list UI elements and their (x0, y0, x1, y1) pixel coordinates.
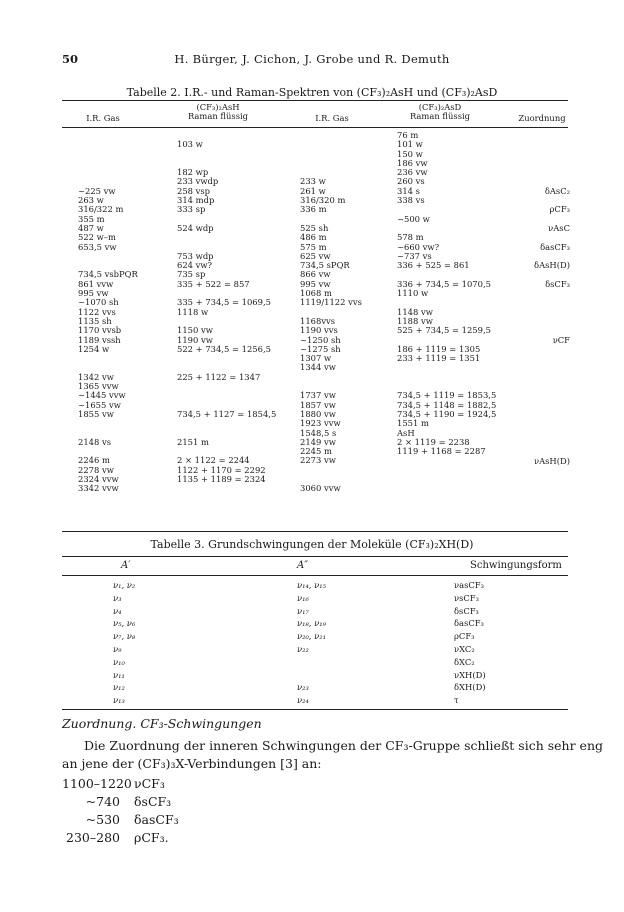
ir-gas-d-value: 2273 vw (300, 455, 336, 466)
vibration-form: νXC₂ (454, 643, 475, 654)
a2-mode: ν₂₂ (297, 643, 309, 654)
ir-gas-h-value (78, 150, 138, 159)
raman-h-value: 753 wdp (177, 250, 214, 261)
table2-compound-h: (CF₃)₂AsH (196, 102, 240, 112)
ir-gas-d-value: 1068 m (300, 288, 332, 299)
raman-h-value: 2 × 1122 = 2244 (177, 455, 250, 466)
raman-h-value (177, 484, 276, 493)
ir-gas-d-value: 625 vw (300, 250, 331, 261)
ir-gas-d-value (300, 373, 362, 382)
page-number: 50 (62, 52, 79, 66)
ir-gas-h-value: 734,5 vsbPQR (78, 269, 138, 280)
raman-h-value: 233 vwdp (177, 176, 219, 187)
ir-gas-h-value: 355 m (78, 213, 105, 224)
raman-d-value: 336 + 525 = 861 (397, 260, 470, 271)
raman-d-value: 1119 + 1168 = 2287 (397, 446, 486, 457)
ir-gas-h-value: ~1070 sh (78, 297, 119, 308)
col-header-raman-d: Raman flüssig (409, 111, 471, 121)
raman-d-value: 578 m (397, 232, 424, 243)
raman-d-value: 525 + 734,5 = 1259,5 (397, 325, 491, 336)
a2-mode (297, 669, 326, 682)
table3-col-a1: A′ (121, 560, 131, 571)
ir-gas-d-value: 866 vw (300, 269, 331, 280)
assignment-value (516, 345, 570, 354)
ir-gas-h-value: 487 w (78, 222, 104, 233)
assignment-value (516, 159, 570, 168)
raman-d-value: 186 + 1119 = 1305 (397, 343, 481, 354)
table3-header-rule (62, 575, 568, 576)
column-ir-gas-d (300, 131, 362, 494)
raman-d-value: 1110 w (397, 288, 429, 299)
a1-mode: ν₁, ν₂ (113, 580, 136, 590)
ir-gas-h-value: ~1445 vvw (78, 390, 126, 401)
list-range: 1100–1220 (62, 776, 132, 791)
assignment-value: νAsH(D) (534, 455, 570, 466)
ir-gas-d-value: 575 m (300, 241, 327, 252)
list-range: ~530 (85, 812, 120, 827)
assignment-value (516, 354, 570, 363)
ir-gas-h-value: 1342 vw (78, 371, 114, 382)
col-header-ir-gas-d: I.R. Gas (315, 113, 349, 123)
assignment-value (516, 438, 570, 447)
a2-mode: ν₁₆ (297, 592, 309, 603)
ir-gas-d-value (300, 150, 362, 159)
ir-gas-d-value: 1344 vw (300, 362, 336, 373)
ir-gas-d-value: 261 w (300, 185, 326, 196)
ir-gas-d-value: ~1275 sh (300, 343, 341, 354)
paragraph-line-2: an jene der (CF₃)₃X-Verbindungen [3] an: (62, 756, 322, 771)
raman-h-value: 524 wdp (177, 222, 214, 233)
a2-mode: ν₂₃ (297, 682, 309, 693)
ir-gas-h-value: 1365 vvw (78, 381, 119, 392)
raman-h-value: 734,5 + 1127 = 1854,5 (177, 408, 277, 419)
list-mode: νCF₃ (134, 776, 165, 791)
a1-mode: ν₇, ν₈ (113, 631, 136, 642)
section-heading: Zuordnung. CF₃-Schwingungen (62, 716, 262, 731)
ir-gas-d-value (300, 131, 362, 140)
raman-h-value: 1118 w (177, 306, 209, 317)
column-raman-d (397, 131, 496, 466)
raman-d-value: 186 vw (397, 157, 428, 168)
ir-gas-d-value: 1168vvs (300, 315, 336, 326)
a1-mode: ν₉ (113, 643, 122, 654)
vibration-form: δXC₂ (454, 656, 475, 667)
ir-gas-h-value: ~1655 vw (78, 399, 121, 410)
ir-gas-d-value: 995 vw (300, 278, 331, 289)
a1-mode: ν₃ (113, 592, 122, 603)
ir-gas-d-value: 486 m (300, 232, 327, 243)
ir-gas-d-value: 1190 vvs (300, 325, 338, 336)
ir-gas-h-value: 653,5 vw (78, 241, 117, 252)
column-assignment (516, 159, 570, 466)
a1-mode: ν₁₂ (113, 682, 125, 693)
raman-d-value: 336 + 734,5 = 1070,5 (397, 278, 491, 289)
ir-gas-d-value: 3060 vvw (300, 483, 341, 494)
table2-header-rule (62, 127, 568, 128)
table2-compound-d: (CF₃)₂AsD (418, 102, 462, 112)
assignment-value (516, 419, 570, 428)
ir-gas-h-value: 3342 vvw (78, 483, 119, 494)
ir-gas-d-value: 525 sh (300, 222, 329, 233)
raman-h-value (177, 382, 276, 391)
vibration-form: τ (454, 695, 459, 706)
raman-d-value: 314 s (397, 185, 420, 196)
a1-mode: ν₁₁ (113, 669, 125, 680)
assignment-value (516, 317, 570, 326)
ir-gas-d-value: 1923 vvw (300, 418, 341, 429)
raman-d-value (397, 363, 496, 372)
assignment-value: δAsH(D) (534, 260, 570, 271)
raman-d-value: ~737 vs (397, 250, 432, 261)
raman-d-value: 1148 vw (397, 306, 433, 317)
ir-gas-d-value: 316/320 m (300, 195, 346, 206)
raman-d-value: 2 × 1119 = 2238 (397, 436, 470, 447)
ir-gas-d-value (300, 140, 362, 149)
col-header-ir-gas-h: I.R. Gas (86, 113, 120, 123)
ir-gas-h-value: 316/322 m (78, 204, 124, 215)
a2-mode: ν₁₄, ν₁₅ (297, 580, 326, 590)
raman-h-value: 225 + 1122 = 1347 (177, 371, 261, 382)
table3-a2-column (297, 579, 326, 707)
ir-gas-d-value: ~1250 sh (300, 334, 341, 345)
raman-h-value: 314 mdp (177, 195, 215, 206)
col-header-raman-h: Raman flüssig (187, 111, 249, 121)
vibration-form: δsCF₃ (454, 605, 479, 616)
ir-gas-d-value: 734,5 sPQR (300, 260, 350, 271)
assignment-value: δasCF₃ (540, 241, 570, 252)
assignment-value (516, 298, 570, 307)
vibration-form: ρCF₃ (454, 631, 475, 642)
raman-h-value: 335 + 522 = 857 (177, 278, 250, 289)
ir-gas-h-value (78, 131, 138, 140)
vibration-form: δasCF₃ (454, 618, 484, 629)
ir-gas-h-value (78, 159, 138, 168)
assignment-value (516, 168, 570, 177)
raman-d-value: 338 vs (397, 195, 425, 206)
ir-gas-h-value (78, 168, 138, 177)
table3-col-a2: A″ (297, 560, 308, 571)
raman-h-value: 1190 vw (177, 334, 213, 345)
raman-d-value: 150 w (397, 148, 423, 159)
table2-caption: Tabelle 2. I.R.- und Raman-Spektren von (CF₃)₂AsH und (CF₃)₂AsD (126, 86, 498, 99)
ir-gas-h-value (78, 140, 138, 149)
raman-h-value: 258 vsp (177, 185, 211, 196)
ir-gas-d-value: 1857 vw (300, 399, 336, 410)
raman-h-value: 522 + 734,5 = 1256,5 (177, 343, 271, 354)
raman-h-value (177, 391, 276, 400)
a1-mode: ν₁₃ (113, 695, 125, 706)
ir-gas-h-value: 263 w (78, 195, 104, 206)
raman-h-value: 1135 + 1189 = 2324 (177, 473, 266, 484)
a2-mode: ν₁₇ (297, 605, 309, 616)
raman-h-value (177, 150, 276, 159)
raman-d-value: 260 vs (397, 176, 425, 187)
vibration-form: νXH(D) (454, 669, 486, 680)
raman-h-value: 624 vw? (177, 260, 213, 271)
ir-gas-h-value: 2324 vvw (78, 473, 119, 484)
assignment-value: ρCF₃ (549, 204, 570, 215)
ir-gas-h-value: 1855 vw (78, 408, 114, 419)
assignment-value (516, 373, 570, 382)
assignment-value (516, 429, 570, 438)
ir-gas-h-value: 1189 vssh (78, 334, 121, 345)
assignment-value: δAsC₂ (544, 185, 570, 196)
ir-gas-h-value: 2278 vw (78, 464, 114, 475)
raman-d-value: 1551 m (397, 418, 429, 429)
raman-h-value: 333 sp (177, 204, 206, 215)
col-header-assignment: Zuordnung (518, 113, 566, 123)
assignment-value (516, 410, 570, 419)
raman-d-value: ~500 w (397, 213, 430, 224)
ir-gas-d-value: 2149 vw (300, 436, 336, 447)
ir-gas-h-value: 2148 vs (78, 436, 112, 447)
ir-gas-h-value (78, 354, 138, 363)
raman-h-value: 2151 m (177, 436, 209, 447)
raman-d-value: 734,5 + 1190 = 1924,5 (397, 408, 497, 419)
table2-top-rule (62, 100, 568, 101)
ir-gas-d-value: 1737 vw (300, 390, 336, 401)
list-range: ~740 (85, 794, 120, 809)
ir-gas-h-value: 861 vvw (78, 278, 114, 289)
ir-gas-d-value: 2245 m (300, 446, 332, 457)
running-header (0, 52, 624, 68)
a1-mode: ν₅, ν₆ (113, 618, 136, 629)
ir-gas-h-value: 522 w–m (78, 232, 116, 243)
a2-mode: ν₂₀, ν₂₁ (297, 631, 326, 642)
authors-line: H. Bürger, J. Cichon, J. Grobe und R. Demuth (174, 52, 450, 66)
raman-d-value (397, 456, 496, 465)
table3-form-column (454, 579, 486, 707)
raman-h-value: 1122 + 1170 = 2292 (177, 464, 266, 475)
ir-gas-d-value: 233 w (300, 176, 326, 187)
a1-mode: ν₁₀ (113, 656, 125, 667)
a2-mode: ν₁₈, ν₁₉ (297, 618, 326, 629)
table3-a1-column (113, 579, 135, 707)
raman-d-value: 76 m (397, 130, 419, 140)
raman-h-value: 182 wp (177, 167, 209, 178)
raman-d-value (397, 373, 496, 382)
table2-bottom-rule (62, 531, 568, 532)
paragraph-line-1: Die Zuordnung der inneren Schwingungen der CF₃-Gruppe schließt sich sehr eng (84, 738, 603, 753)
ir-gas-h-value: 1254 w (78, 343, 110, 354)
raman-h-value: 1150 vw (177, 325, 213, 336)
raman-d-value: AsH (397, 427, 415, 438)
table3-caption: Tabelle 3. Grundschwingungen der Moleküle (CF₃)₂XH(D) (150, 538, 474, 551)
assignment-value (516, 401, 570, 410)
ir-gas-d-value: 1307 w (300, 353, 332, 364)
raman-d-value: 101 w (397, 139, 423, 150)
raman-d-value: 734,5 + 1148 = 1882,5 (397, 399, 497, 410)
ir-gas-h-value: 1122 vvs (78, 306, 116, 317)
ir-gas-d-value: 1548,5 s (300, 427, 337, 438)
list-mode: δasCF₃ (134, 812, 179, 827)
ir-gas-h-value (78, 252, 138, 261)
table3-bottom-rule (62, 709, 568, 710)
raman-d-value: 1188 vw (397, 315, 433, 326)
table3-top-rule (62, 556, 568, 557)
ir-gas-h-value (78, 419, 138, 428)
ir-gas-d-value (300, 466, 362, 475)
ir-gas-d-value: 336 m (300, 204, 327, 215)
assignment-value: νCF (552, 334, 570, 345)
assignment-value: δsCF₃ (545, 278, 570, 289)
table3-col-form: Schwingungsform (470, 560, 562, 571)
assignment-value (516, 391, 570, 400)
column-ir-gas-h (78, 131, 138, 494)
assignment-value (516, 289, 570, 298)
list-mode: ρCF₃. (134, 830, 169, 845)
raman-h-value (177, 419, 276, 428)
ir-gas-d-value: 1119/1122 vvs (300, 297, 362, 308)
raman-h-value (177, 354, 276, 363)
assignment-value (516, 382, 570, 391)
ir-gas-d-value (300, 159, 362, 168)
ir-gas-h-value: 1170 vvsb (78, 325, 122, 336)
raman-h-value: 335 + 734,5 = 1069,5 (177, 297, 271, 308)
assignment-value (516, 364, 570, 373)
ir-gas-h-value: ~225 vw (78, 185, 116, 196)
assignment-value (516, 308, 570, 317)
assignment-value: νAsC (548, 223, 570, 234)
raman-h-value (177, 233, 276, 242)
list-mode: δsCF₃ (134, 794, 172, 809)
list-range: 230–280 (66, 830, 120, 845)
a1-mode: ν₄ (113, 605, 122, 616)
raman-h-value: 735 sp (177, 269, 206, 280)
ir-gas-h-value: 995 vw (78, 288, 109, 299)
vibration-form: νasCF₃ (454, 580, 484, 590)
vibration-form: νsCF₃ (454, 592, 479, 603)
raman-d-value: ~660 vw? (397, 241, 440, 252)
raman-d-value: 734,5 + 1119 = 1853,5 (397, 390, 497, 401)
a2-mode (297, 656, 326, 669)
vibration-form: δXH(D) (454, 682, 486, 693)
ir-gas-d-value: 1880 vw (300, 408, 336, 419)
ir-gas-h-value: 2246 m (78, 455, 110, 466)
raman-h-value: 103 w (177, 139, 203, 150)
column-raman-h (177, 131, 276, 494)
a2-mode: ν₂₄ (297, 695, 309, 706)
raman-d-value: 233 + 1119 = 1351 (397, 353, 481, 364)
raman-d-value: 236 vw (397, 167, 428, 178)
ir-gas-h-value: 1135 sh (78, 315, 112, 326)
